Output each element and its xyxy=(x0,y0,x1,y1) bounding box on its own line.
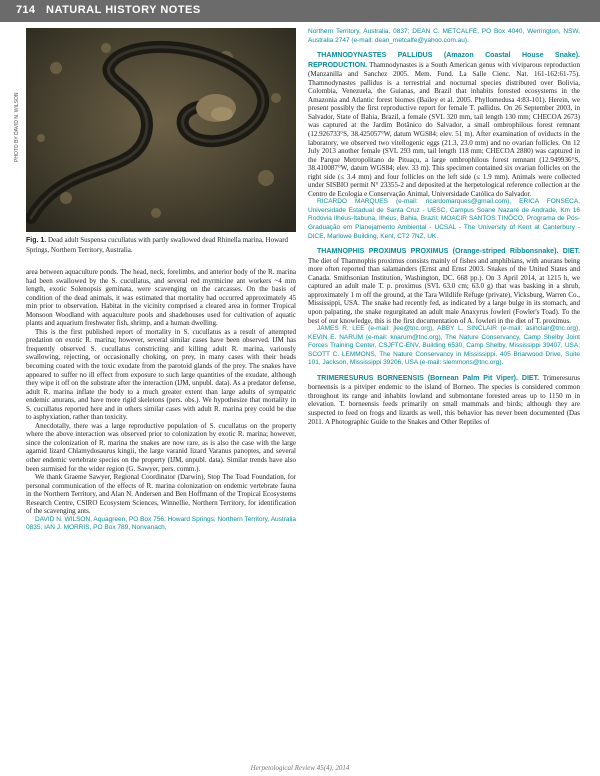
left-paragraph: Anecdotally, there was a large reproductive population of S. cucullatus on the property where the above interaction was observed prior to colonization by exotic R. marina; however, since the colonization of R. marina the snakes are now rare, as is also the case with the large agamid lizard Chlamydosaurus kingii, the large varanid lizard Varanus panoptes, and several other endemic vertebrate species on the property (IJM, unpubl. data). Similar trends have also been surmised for the wider region (G. Sawyer, pers. comm.). xyxy=(26,421,296,473)
note-heading: TRIMERESURUS BORNEENSIS (Bornean Palm Pit Viper). DIET. xyxy=(317,374,540,382)
left-paragraph: area between aquaculture ponds. The head, neck, forelimbs, and anterior body of the R. marina had been swallowed by the S. cucullatus, and several red myrmicine ant workers ~4 mm length, exotic Solenopsis geminata, were scavenging on the carcasses. On the basis of condition of the dead animals, it was estimated that mortality had occurred approximately 45 min prior to observation. Habitat in the vicinity comprised a cleared area in former Tropical Monsoon Woodland with aquaculture pools and shadehouses used for cultivation of aquatic plants and aquarium freshwater fish, shrimp, and a human dwelling. xyxy=(26,268,296,328)
snake-photo-illustration xyxy=(26,28,296,232)
figure-caption-text: Dead adult Suspensa cucullatus with partly swallowed dead Rhinella marina, Howard Springs, Northern Territory, Australia. xyxy=(26,236,289,254)
photo-credit-text: PHOTO BY DAVID N. WILSON xyxy=(14,92,20,162)
note-thamnodynastes xyxy=(308,51,580,198)
figure-photo xyxy=(26,28,296,232)
page-footer: Herpetological Review 45(4), 2014 xyxy=(250,764,350,772)
right-column xyxy=(308,28,580,426)
note-heading: THAMNOPHIS PROXIMUS PROXIMUS (Orange-striped Ribbonsnake). DIET. xyxy=(317,248,580,256)
note-body: Trimeresurus borneensis is a pitviper endemic to the island of Borneo. The species is considered common throughout its range and inhabits lowland and submontane forested areas up to 1150 m in elevation. T. borneensis feeds primarily on small mammals and birds; although they are suspected to feed on frogs and lizards as well, this behavior has never been documented (Das 2011. A Photographic Guide to the Snakes and Other Reptiles of xyxy=(308,373,581,426)
photo-credit xyxy=(14,82,22,162)
left-paragraph: This is the first published report of mortality in S. cucullatus as a result of attempted predation on exotic R. marina; however, several similar cases have been observed. IJM has frequently observed S. cucullatus constricting and killing adult R. marina, variously swallowing, rejecting, or occasionally choking, on prey, in many cases with their heads becoming coated with the toxic exudate from the parotoid glands of the prey. The snakes have appeared to suffer no ill effect from exposure to such large quantities of the exudate, although they wipe it off on the substrate after the interaction (IJM, unpubl. data). As a predator defense, adult R. marina inflate the body to a much greater extent than large adults of sympatric endemic anurans, and have more rigid skeletons (pers. obs.). We hypothesize that mortality in S. cucullatus reported here and in others similar cases with adult R. marina prey could be due to asphyxiation, rather than toxicity. xyxy=(26,327,296,422)
page-header xyxy=(0,0,600,22)
left-column xyxy=(26,268,296,533)
figure-label: Fig. 1. xyxy=(26,237,47,244)
section-title: NATURAL HISTORY NOTES xyxy=(46,4,201,16)
right-authors-top: Northern Territory, Australia, 0837; DEAN C. METCALFE, PO Box 4040, Werrington, NSW, Australia 2747 (e-mail: dean_metcalfe@yahoo.com.au). xyxy=(308,28,580,44)
note-trimeresurus xyxy=(308,374,580,426)
note-thamnophis xyxy=(308,247,580,325)
note-authors: JAMES R. LEE (e-mail: jlee@tnc.org), ABBY L. SINCLAIR (e-mail: asinclair@tnc.org), KEVIN E. NARUM (e-mail: knarum@tnc.org), The Nature Conservancy, Camp Shelby Joint Forces Training Center, CSJFTC-ENV, Building 6530, Camp Shelby, Mississippi 39407, USA; SCOTT C. LEMMONS, The Nature Conservancy in Mississippi, 405 Briarwood Drive, Suite 101, Jackson, Mississippi 39206, USA (e-mail: slemmons@tnc.org). xyxy=(308,325,580,367)
note-heading: THAMNODYNASTES PALLIDUS (Amazon Coastal House Snake). REPRODUCTION. xyxy=(308,52,580,69)
left-paragraph: We thank Graeme Sawyer, Regional Coordinator (Darwin), Stop The Toad Foundation, for personal communication of the effects of R. marina colonization on endemic vertebrate fauna in the Northern Territory, and Alan N. Andersen and Ben Hoffmann of the Tropical Ecosystems Research Centre, CSIRO Ecosystem Sciences, Winnellie, Northern Territory, for identification of the scavenging ants. xyxy=(26,473,296,516)
left-authors: DAVID N. WILSON, Aquagreen, PO Box 756, Howard Springs, Northern Territory, Australia 0835; IAN J. MORRIS, PO Box 789, Nonvanach, xyxy=(26,515,296,532)
note-authors: RICARDO MARQUES (e-mail: ricardomarques@gmail.com), ERICA FONSECA, Universidade Estadual de Santa Cruz - UESC, Campus Soane Nazaré de Andrade, Km 16 Rodovia Ilhéus-Itabuna, Ilhéus, Bahia, Brazil; MOACIR SANTOS TINÔCO, Programa de Pós-Graduação em Planejamento Ambiental - UCSAL - The University of Kent at Canterbury - DICE, Marlowe Building, Kent, CT2 7NZ, UK. xyxy=(308,198,580,240)
note-body: The diet of Thamnophis proximus consists mainly of fishes and amphibians, with anurans being more often reported than salamanders (Ernst and Ernst 2003. Snakes of the United States and Canada. Smithsonian Institution, Washington, DC. 668 pp.). On 3 April 2014, at 1215 h, we captured an adult male T. p. proximus (SVL 63.0 cm; 63.0 g) that was basking in a shrub, approximately 1 m off the ground, at the Tara Wildlife Refuge (private), Vicksburg, Warren Co., Mississippi, USA. The snake had recently fed, as indicated by a large bulge in its stomach, and upon palpating, the snake regurgitated an adult male Anaxyrus fowleri (Fowler's Toad). To the best of our knowledge, this is the first documentation of A. fowleri in the diet of T. proximus. xyxy=(308,256,580,325)
note-body: Thamnodynastes is a South American genus with viviparous reproduction (Manzanilla and Sanchez 2005. Mem. Fund. La Salle Cienc. Nat. 161-162:61-75). Thamnodynastes pallidus is a terrestrial and nocturnal species distributed over Bolivia, Colombia, Venezuela, the Guianas, and Brazil that inhabits forested ecosystems in the Amazonia and Atlantic forest biomes (Bailey et al. 2005. Phyllomedusa 4:83-101). Herein, we present possibly the first reproductive report for female T. pallidus. On 26 September 2003, in Salvador, State of Bahia, Brazil, a female (SVL 320 mm, tail length 130 mm; CHECOA 2673) was captured at the Jardim Botânico do Salvador, a small ombrophilous forest remnant (12.926733°S, 38.425057°W, datum WGS84; elev. 51 m). After examination of oviducts in the laboratory, we observed two vitellogenic eggs (21.3, 23.0 mm) and no ovarian follicles. On 12 July 2013 another female (SVL 293 mm, tail length 118 mm; CHECOA 2880) was captured in the Parque Metropolitano de Pituaçu, a large ombrophilous forest remnant (12.949936°S, 38.410087°W, datum WGS84; elev. 33 m). This specimen contained six ovarian follicles on the right side (≤ 3.4 mm) and four follicles on the left side (≤ 1.9 mm). Animals were collected under SISBIO permit N° 23355-2 and deposited at the herpetological reference collection at the Centro de Ecologia e Conservação Animal, Universidade Católica do Salvador. xyxy=(308,60,580,198)
page-number: 714 xyxy=(16,4,36,16)
figure-caption xyxy=(26,236,296,254)
